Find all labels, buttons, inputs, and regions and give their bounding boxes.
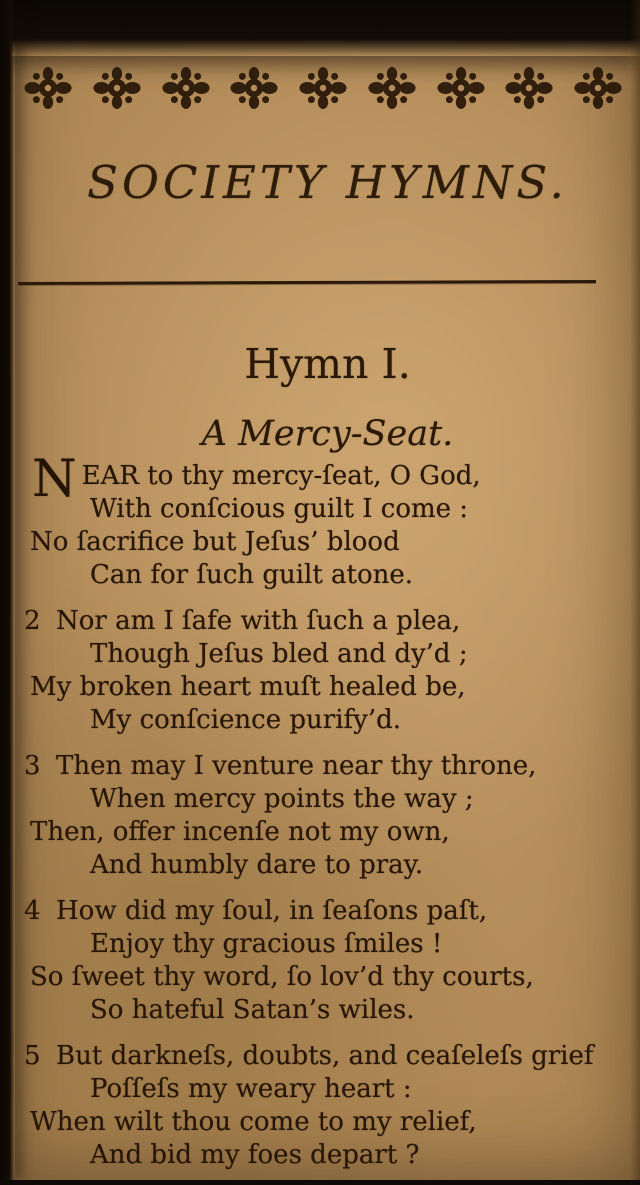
verse-number: 2 [24, 606, 41, 636]
verse-line: Then, offer incenſe not my own, [30, 817, 450, 847]
verse-line: Though Jeſus bled and dy’d ; [90, 639, 468, 669]
verse-line: When wilt thou come to my relief, [30, 1107, 477, 1137]
verse [16, 1040, 626, 1172]
page-edge-top [0, 0, 640, 56]
divider-rule [18, 280, 596, 285]
verse-line: So ſweet thy word, ſo lov’d thy courts, [30, 962, 534, 992]
verse-line: Enjoy thy gracious ſmiles ! [90, 929, 443, 959]
fleuron-icon [572, 66, 624, 110]
verse-line: How did my ſoul, in ſeaſons paſt, [56, 896, 488, 926]
verse [16, 605, 626, 737]
verse-line: And bid my foes depart ? [90, 1140, 420, 1170]
fleuron-icon [160, 66, 212, 110]
fleuron-icon [366, 66, 418, 110]
verse-line: When mercy points the way ; [90, 784, 474, 814]
verse-line: Then may I venture near thy throne, [56, 751, 537, 781]
verse-line: Nor am I ſafe with ſuch a plea, [56, 606, 461, 636]
verse-line: My broken heart muſt healed be, [30, 672, 466, 702]
drop-cap: N [32, 450, 77, 509]
verse-line-text: EAR to thy mercy-ſeat, O God, [81, 461, 481, 491]
verse-line: So hateful Satan’s wiles. [90, 995, 415, 1025]
hymn-heading: Hymn I. [244, 340, 411, 388]
verse-number: 5 [24, 1041, 41, 1071]
fleuron-icon [297, 66, 349, 110]
fleuron-icon [91, 66, 143, 110]
verse-line: And humbly dare to pray. [90, 850, 424, 880]
verse-line: With conſcious guilt I come : [90, 494, 469, 524]
verse [16, 450, 626, 592]
verse-line: Poſſeſs my weary heart : [90, 1074, 412, 1104]
verse-line: Can for ſuch guilt atone. [90, 560, 414, 590]
hymn-verses [16, 450, 626, 1185]
fleuron-icon [22, 66, 74, 110]
verse [16, 750, 626, 882]
page-edge-left [0, 0, 15, 1180]
ornament-row [22, 62, 624, 114]
verse-number: 4 [24, 896, 41, 926]
fleuron-icon [228, 66, 280, 110]
verse-line: No ſacrifice but Jeſus’ blood [30, 527, 400, 557]
verse-number: 3 [24, 751, 41, 781]
section-title: SOCIETY HYMNS. [87, 156, 568, 209]
verse-line: My conſcience purify’d. [90, 705, 401, 735]
verse-line: But darkneſs, doubts, and ceaſeleſs grief [56, 1041, 594, 1071]
fleuron-icon [435, 66, 487, 110]
hymn-subtitle: A Mercy-Seat. [201, 414, 454, 454]
fleuron-icon [503, 66, 555, 110]
verse [16, 895, 626, 1027]
